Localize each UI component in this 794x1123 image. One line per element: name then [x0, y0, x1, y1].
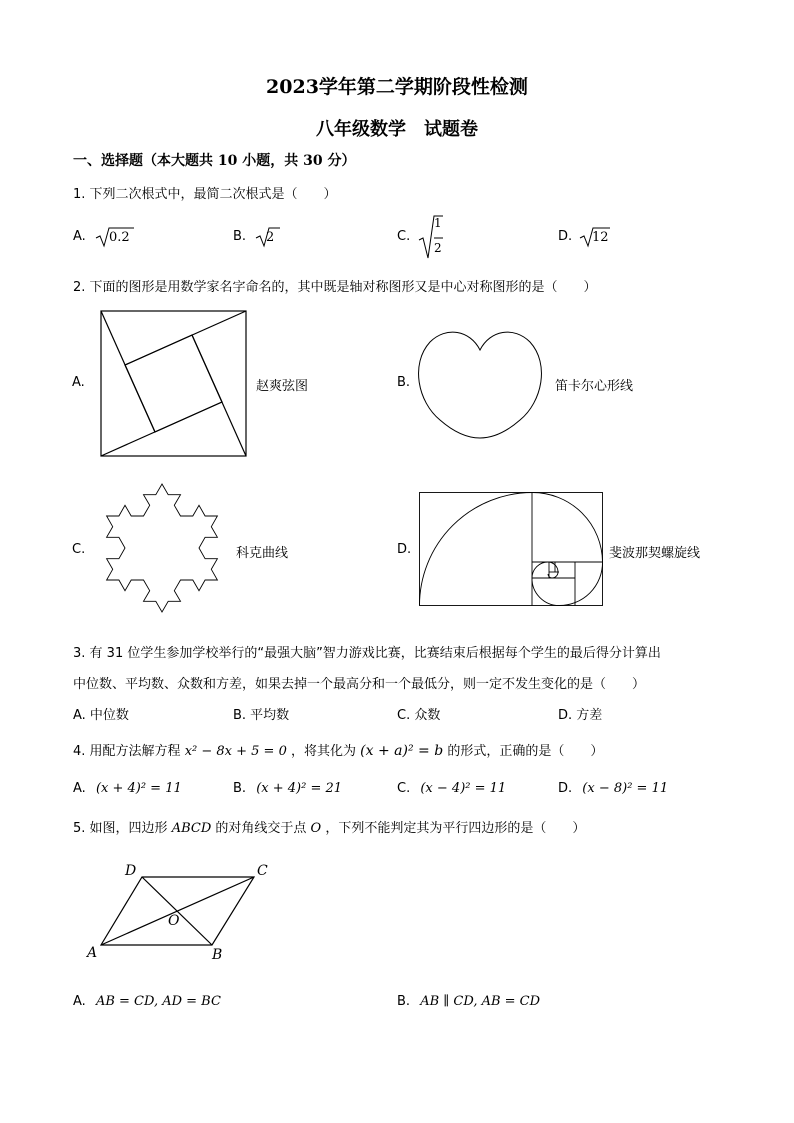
q5-point-name: O	[310, 821, 322, 836]
q4-option-a[interactable]	[73, 781, 182, 796]
q5-a-expr: AB = CD, AD = BC	[95, 994, 221, 1009]
q1-option-a[interactable]	[73, 229, 86, 244]
question-4-stem	[73, 740, 603, 759]
option-letter: A.	[73, 994, 86, 1009]
exam-subtitle: 八年级数学 试题卷	[316, 119, 478, 140]
q1-option-d[interactable]	[558, 229, 572, 244]
q2-option-a[interactable]	[72, 375, 85, 390]
koch-snowflake	[96, 476, 228, 618]
q4-option-d[interactable]	[558, 781, 668, 796]
question-1-stem: 1. 下列二次根式中，最简二次根式是（ ）	[73, 187, 337, 202]
q2-option-b[interactable]	[397, 375, 410, 390]
option-letter: A.	[73, 229, 86, 244]
option-letter: B.	[397, 375, 411, 390]
option-letter: B.	[397, 994, 411, 1009]
q3-option-d[interactable]: D. 方差	[558, 708, 603, 723]
option-letter: C.	[397, 229, 411, 244]
q1-a-radicand: 0.2	[109, 230, 130, 245]
q5-quad-name: ABCD	[171, 821, 212, 836]
exam-title: 2023学年第二学期阶段性检测	[266, 76, 528, 98]
q4-option-b[interactable]	[233, 781, 342, 796]
figure-label-d: D	[125, 863, 137, 879]
option-letter: B.	[233, 229, 247, 244]
option-letter: D.	[558, 781, 573, 796]
q4-stem-prefix: 4. 用配方法解方程	[73, 744, 181, 759]
figure-label-b: B	[212, 947, 223, 963]
q3-option-a[interactable]: A. 中位数	[73, 708, 129, 723]
section-title: 一、选择题（本大题共 10 小题，共 30 分）	[73, 153, 356, 169]
option-letter: C.	[397, 781, 411, 796]
option-letter: A.	[72, 375, 85, 390]
option-letter: D.	[397, 542, 412, 557]
zhao-shuang-diagram	[100, 310, 248, 458]
fibonacci-spiral	[419, 492, 603, 608]
q4-a-expr: (x + 4)² = 11	[95, 781, 182, 796]
q4-c-expr: (x − 4)² = 11	[420, 781, 507, 796]
q2-b-caption: 笛卡尔心形线	[555, 379, 634, 394]
q2-option-c[interactable]	[72, 542, 85, 557]
option-letter: A.	[73, 781, 86, 796]
q4-b-expr: (x + 4)² = 21	[256, 781, 343, 796]
q4-option-c[interactable]	[397, 781, 506, 796]
q5-stem-mid: 的对角线交于点	[215, 821, 307, 836]
option-letter: B.	[233, 781, 247, 796]
q1-c-numerator: 1	[434, 216, 442, 230]
q4-d-expr: (x − 8)² = 11	[582, 781, 669, 796]
q2-d-caption: 斐波那契螺旋线	[609, 546, 701, 561]
q2-c-caption: 科克曲线	[236, 546, 289, 561]
q4-stem-suffix: 的形式，正确的是（ ）	[447, 744, 604, 759]
q1-b-radicand: 2	[266, 230, 275, 245]
q3-option-b[interactable]: B. 平均数	[233, 708, 290, 723]
cardioid-curve	[418, 328, 542, 440]
q4-target-form: (x + a)² = b	[360, 743, 444, 759]
q1-option-b[interactable]	[233, 229, 246, 244]
figure-label-o: O	[168, 913, 180, 929]
question-2-stem: 2. 下面的图形是用数学家名字命名的，其中既是轴对称图形又是中心对称图形的是（ ）	[73, 280, 597, 295]
q5-b-expr: AB ∥ CD, AB = CD	[420, 994, 541, 1009]
question-3-line1: 3. 有 31 位学生参加学校举行的“最强大脑”智力游戏比赛，比赛结束后根据每个学生的最后得分计算出	[73, 646, 661, 661]
q1-option-c[interactable]	[397, 229, 410, 244]
option-letter: C.	[72, 542, 86, 557]
q5-stem-suffix: ，下列不能判定其为平行四边形的是（ ）	[325, 821, 586, 836]
parallelogram-figure	[84, 860, 284, 970]
koch-outline	[107, 484, 218, 612]
q5-option-a[interactable]	[73, 994, 221, 1009]
q1-c-denominator: 2	[434, 241, 442, 255]
figure-label-a: A	[87, 945, 98, 961]
q4-stem-mid: ，将其化为	[291, 744, 357, 759]
q4-equation: x² − 8x + 5 = 0	[184, 744, 287, 759]
q5-stem-prefix: 5. 如图，四边形	[73, 821, 168, 836]
q2-a-caption: 赵爽弦图	[256, 379, 309, 394]
q1-d-radicand: 12	[592, 230, 609, 245]
q2-option-d[interactable]	[397, 542, 411, 557]
q3-option-c[interactable]: C. 众数	[397, 708, 441, 723]
question-3-line2: 中位数、平均数、众数和方差，如果去掉一个最高分和一个最低分，则一定不发生变化的是（ ）	[73, 677, 646, 692]
option-letter: D.	[558, 229, 573, 244]
figure-label-c: C	[257, 863, 268, 879]
q5-option-b[interactable]	[397, 994, 540, 1009]
question-5-stem	[73, 817, 585, 836]
